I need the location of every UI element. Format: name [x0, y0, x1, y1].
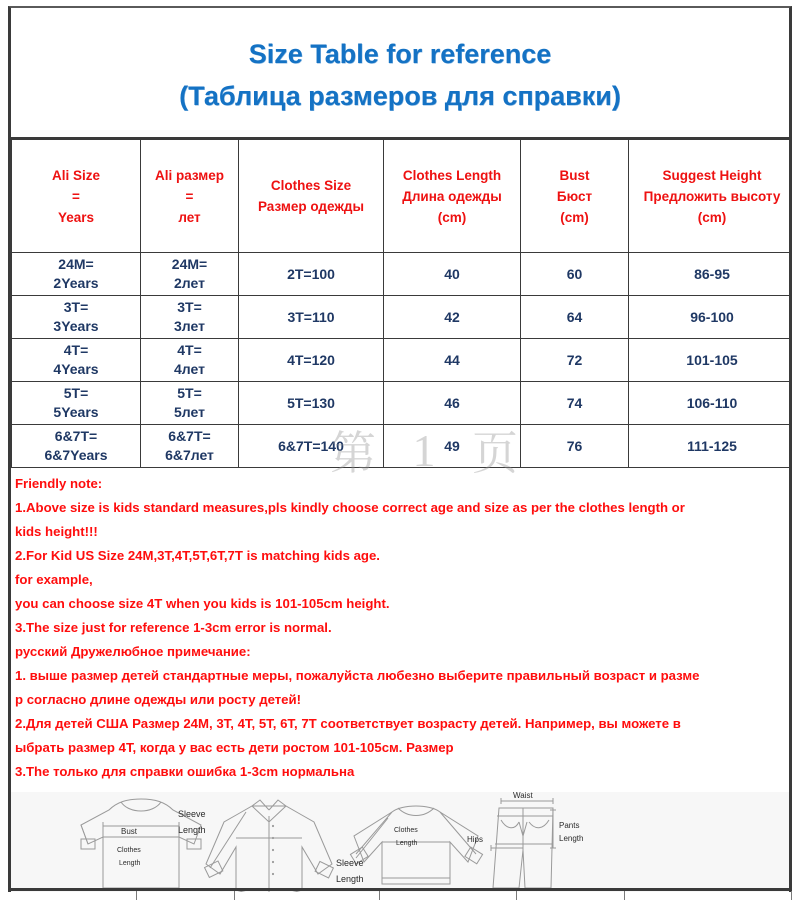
- column-header-bust: [521, 140, 629, 253]
- friendly-notes: [11, 468, 789, 790]
- label-length: Length: [178, 825, 206, 835]
- cell-line-2: 4лет: [174, 361, 205, 377]
- header-line-2: Бюст: [556, 188, 593, 204]
- next-table-cell: [625, 891, 792, 900]
- header-line-2: =: [72, 188, 80, 204]
- cell-clothes-size: 4T=120: [239, 339, 384, 382]
- table-row: [12, 425, 793, 468]
- page-title-en: Size Table for reference: [248, 38, 552, 69]
- label-pants: Pants: [559, 821, 580, 830]
- cell-clothes-length: 42: [384, 296, 521, 339]
- cell-ali-razmer: [141, 253, 239, 296]
- label-hips: Hips: [467, 835, 484, 844]
- header-line-1: Ali размер: [154, 167, 225, 183]
- note-line: 2.Для детей США Размер 24M, 3T, 4T, 5T, 6T, 7T соответствует возрасту детей. Например, вы можете в: [15, 716, 681, 731]
- cell-bust: 74: [521, 382, 629, 425]
- label-length: Length: [119, 860, 141, 867]
- header-line-3: (cm): [437, 209, 467, 225]
- watermark-left: 第: [330, 428, 378, 479]
- note-line: for example,: [15, 572, 93, 587]
- cell-line-2: 5лет: [174, 404, 205, 420]
- note-line: ыбрать размер 4T, когда у вас есть дети ростом 101-105см. Размер: [15, 740, 454, 755]
- cell-line-1: 5T=: [63, 385, 89, 401]
- cell-line-1: 3T=: [177, 299, 202, 315]
- header-line-1: Clothes Length: [402, 167, 502, 183]
- note-line: 1. выше размер детей стандартные меры, пожалуйста любезно выберите правильный возраст и разме: [15, 668, 700, 683]
- note-line: you can choose size 4T when you kids is 101-105cm height.: [15, 596, 390, 611]
- header-line-2: Предложить высоту: [643, 188, 781, 204]
- cell-line-2: 4Years: [53, 361, 99, 377]
- cell-clothes-size: 3T=110: [239, 296, 384, 339]
- header-line-1: Ali Size: [51, 167, 100, 183]
- label-bust: Bust: [121, 827, 138, 836]
- cell-line-2: 3Years: [53, 318, 99, 334]
- label-length-2: Length: [336, 874, 364, 884]
- next-table-cell: [137, 891, 235, 900]
- cell-ali-size: [12, 382, 141, 425]
- header-line-1: Suggest Height: [662, 167, 762, 183]
- cell-bust: 72: [521, 339, 629, 382]
- cell-ali-razmer: [141, 382, 239, 425]
- header-line-3: (cm): [697, 209, 727, 225]
- next-table-preview: [8, 888, 792, 900]
- cell-ali-razmer: [141, 296, 239, 339]
- note-line: 1.Above size is kids standard measures,pls kindly choose correct age and size as per the clothes length or: [15, 500, 685, 515]
- header-line-1: Bust: [559, 167, 590, 183]
- label-sleeve: Sleeve: [178, 809, 206, 819]
- column-header-ali-size: [12, 140, 141, 253]
- watermark-right: 页: [472, 428, 520, 479]
- note-line: Friendly note:: [15, 476, 103, 491]
- cell-line-1: 5T=: [177, 385, 202, 401]
- cell-ali-size: [12, 425, 141, 468]
- cell-line-2: 2Years: [53, 275, 99, 291]
- cell-line-1: 24M=: [58, 256, 94, 272]
- label-clothes: Clothes: [394, 827, 418, 834]
- cell-line-2: 6&7лет: [165, 447, 214, 463]
- cell-line-2: 3лет: [174, 318, 205, 334]
- cell-line-2: 2лет: [174, 275, 205, 291]
- note-line: kids height!!!: [15, 524, 98, 539]
- cell-suggest-height: 101-105: [629, 339, 793, 382]
- next-table-cell: [235, 891, 380, 900]
- cell-line-2: 6&7Years: [44, 447, 108, 463]
- cell-suggest-height: 86-95: [629, 253, 793, 296]
- cell-line-1: 6&7T=: [168, 428, 211, 444]
- note-line: 2.For Kid US Size 24M,3T,4T,5T,6T,7T is matching kids age.: [15, 548, 380, 563]
- note-line: р согласно длине одежды или росту детей!: [15, 692, 302, 707]
- cell-ali-size: [12, 253, 141, 296]
- label-sleeve: Sleeve: [336, 858, 364, 868]
- cell-line-2: 5Years: [53, 404, 99, 420]
- header-line-2: Размер одежды: [257, 199, 364, 214]
- cell-bust: 76: [521, 425, 629, 468]
- cell-line-1: 3T=: [63, 299, 89, 315]
- cell-clothes-length: 46: [384, 382, 521, 425]
- column-header-ali-razmer: [141, 140, 239, 253]
- cell-clothes-size: 5T=130: [239, 382, 384, 425]
- cell-line-1: 4T=: [177, 342, 202, 358]
- page-title-ru: (Таблица размеров для справки): [179, 80, 621, 111]
- table-row: [12, 382, 793, 425]
- cell-clothes-length: 49: [384, 425, 521, 468]
- header-line-2: Длина одежды: [402, 188, 502, 204]
- size-table: [11, 139, 792, 468]
- cell-ali-size: [12, 339, 141, 382]
- cell-suggest-height: 106-110: [629, 382, 793, 425]
- header-line-3: лет: [178, 209, 201, 225]
- cell-bust: 60: [521, 253, 629, 296]
- cell-suggest-height: 111-125: [629, 425, 793, 468]
- cell-clothes-length: 40: [384, 253, 521, 296]
- table-header-row: [12, 140, 793, 253]
- table-row: [12, 253, 793, 296]
- cell-line-1: 4T=: [63, 342, 89, 358]
- column-header-suggest-height: [629, 140, 793, 253]
- label-length: Length: [559, 834, 584, 843]
- header-line-3: Years: [57, 209, 95, 225]
- next-table-cell: [380, 891, 517, 900]
- header-line-2: =: [185, 188, 194, 204]
- cell-ali-razmer: [141, 339, 239, 382]
- cell-ali-size: [12, 296, 141, 339]
- cell-ali-razmer: [141, 425, 239, 468]
- note-line: русский Дружелюбное примечание:: [15, 644, 251, 659]
- table-row: [12, 296, 793, 339]
- label-waist: Waist: [513, 792, 533, 800]
- header-line-3: (cm): [560, 209, 589, 225]
- cell-bust: 64: [521, 296, 629, 339]
- label-length: Length: [396, 840, 418, 847]
- next-table-cell: [517, 891, 625, 900]
- note-line: 3.The только для справки ошибка 1-3cm нормальна: [15, 764, 355, 779]
- shorts-diagram: [461, 792, 651, 892]
- cell-clothes-length: 44: [384, 339, 521, 382]
- size-chart-sheet: [8, 6, 792, 892]
- note-line: 3.The size just for reference 1-3cm error is normal.: [15, 620, 332, 635]
- cell-suggest-height: 96-100: [629, 296, 793, 339]
- column-header-clothes-length: [384, 140, 521, 253]
- title-block: [11, 8, 789, 139]
- cell-line-1: 24M=: [171, 256, 208, 272]
- cell-line-1: 6&7T=: [54, 428, 98, 444]
- column-header-clothes-size: [239, 140, 384, 253]
- cell-clothes-size: 6&7T=140: [239, 425, 384, 468]
- table-row: [12, 339, 793, 382]
- cell-clothes-size: 2T=100: [239, 253, 384, 296]
- garment-measurement-diagrams: [11, 792, 789, 892]
- next-table-cell: [8, 891, 137, 900]
- header-line-1: Clothes Size: [270, 178, 352, 193]
- label-clothes: Clothes: [117, 847, 141, 854]
- watermark-middle: 1: [412, 424, 438, 476]
